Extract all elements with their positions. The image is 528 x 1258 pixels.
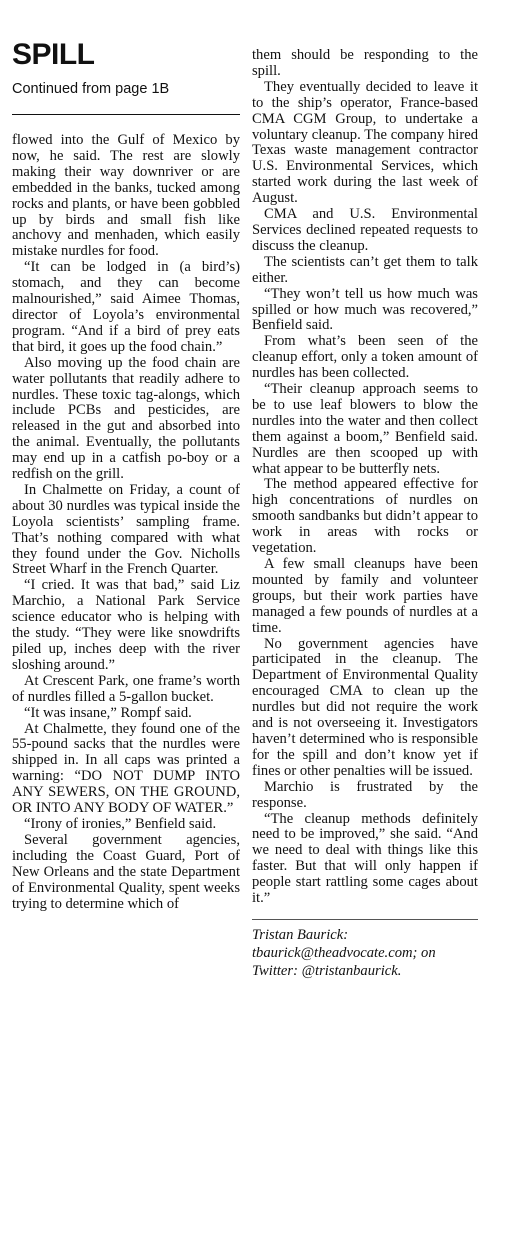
paragraph: The scientists can’t get them to talk either.	[252, 253, 478, 286]
paragraph: Marchio is frustrated by the response.	[252, 778, 478, 811]
paragraph: At Chalmette, they found one of the 55-pound sacks that the nurdles were shipped in. In all caps was printed a warning: “DO NOT DUMP INTO ANY SEWERS, ON THE GROUND, OR INTO ANY BODY OF WATER.”	[12, 720, 240, 817]
paragraph: At Crescent Park, one frame’s worth of nurdles filled a 5-gallon bucket.	[12, 672, 240, 705]
author-signature: Tristan Baurick: tbaurick@theadvocate.com; on Twitter: @tristanbaurick.	[252, 926, 436, 979]
paragraph: From what’s been seen of the cleanup effort, only a token amount of nurdles has been collected.	[252, 333, 478, 382]
paragraph: In Chalmette on Friday, a count of about 30 nurdles was typical inside the Loyola scientists’ sampling frame. That’s nothing compared with what they found under the Gov. Nicholls Street Wharf in the French Quarter.	[12, 481, 240, 578]
paragraph: “It can be lodged in (a bird’s) stomach, and they can become malnourished,” said Aimee Thomas, director of Loyola’s environmental program. “And if a bird of prey eats that bird, it goes up the food chain.”	[12, 259, 240, 355]
paragraph: CMA and U.S. Environmental Services declined repeated requests to discuss the cleanup.	[252, 206, 478, 254]
paragraph: The method appeared effective for high concentrations of nurdles on smooth sandbanks but didn’t appear to work in areas with rocks or vegetation.	[252, 476, 478, 557]
paragraph: No government agencies have participated in the cleanup. The Department of Environmental Quality encouraged CMA to clean up the nurdles but did not require the work and is not overseeing it. Investigators haven’t determined who is responsible for the spill and don’t know yet if fines or other penalties will be issued.	[252, 635, 478, 779]
headline: SPILL	[12, 38, 95, 71]
jump-line: Continued from page 1B	[12, 81, 170, 97]
paragraph: Several government agencies, including the Coast Guard, Port of New Orleans and the state Department of Environmental Quality, spent weeks trying to determine which of	[12, 831, 240, 912]
paragraph: “They won’t tell us how much was spilled or how much was recovered,” Benfield said.	[252, 285, 478, 334]
paragraph: “It was insane,” Rompf said.	[24, 704, 192, 721]
paragraph: “I cried. It was that bad,” said Liz Marchio, a National Park Service science educator who is helping with the study. “They were like snowdrifts piled up, inches deep with the river sloshing around.”	[12, 577, 240, 673]
paragraph: “Their cleanup approach seems to be to use leaf blowers to blow the nurdles into the water and then collect them against a boom,” Benfield said. Nurdles are then scooped up with what appear to be butterfly nets.	[252, 381, 478, 477]
signature-divider	[252, 919, 478, 920]
column-2-body	[252, 48, 478, 907]
paragraph: “Irony of ironies,” Benfield said.	[24, 815, 217, 832]
paragraph: “The cleanup methods definitely need to be improved,” she said. “And we need to deal with things like this faster. But that will only happen if people start rattling some cages about it.”	[252, 810, 478, 907]
paragraph: Also moving up the food chain are water pollutants that readily adhere to nurdles. These toxic tag-alongs, which include PCBs and pesticides, are released in the gut and absorbed into the animal. Eventually, the pollutants may end up in a catfish po-boy or a redfish on the grill.	[12, 354, 240, 483]
paragraph: flowed into the Gulf of Mexico by now, he said. The rest are slowly making their way downriver or are embedded in the banks, tucked among rocks and plants, or have been gobbled up by birds and small fish like anchovy and menhaden, which easily mistake nurdles for food.	[12, 132, 240, 260]
paragraph: They eventually decided to leave it to the ship’s operator, France-based CMA CGM Group, to undertake a voluntary cleanup. The company hired Texas waste management contractor U.S. Environmental Services, which started work during the last week of August.	[252, 78, 478, 207]
paragraph: A few small cleanups have been mounted by family and volunteer groups, but their work parties have managed a few pounds of nurdles at a time.	[252, 556, 478, 636]
divider	[12, 114, 240, 115]
column-1-body	[12, 133, 240, 912]
article-column-2	[252, 0, 478, 980]
paragraph: them should be responding to the spill.	[252, 47, 478, 79]
article-column-1	[12, 0, 240, 912]
